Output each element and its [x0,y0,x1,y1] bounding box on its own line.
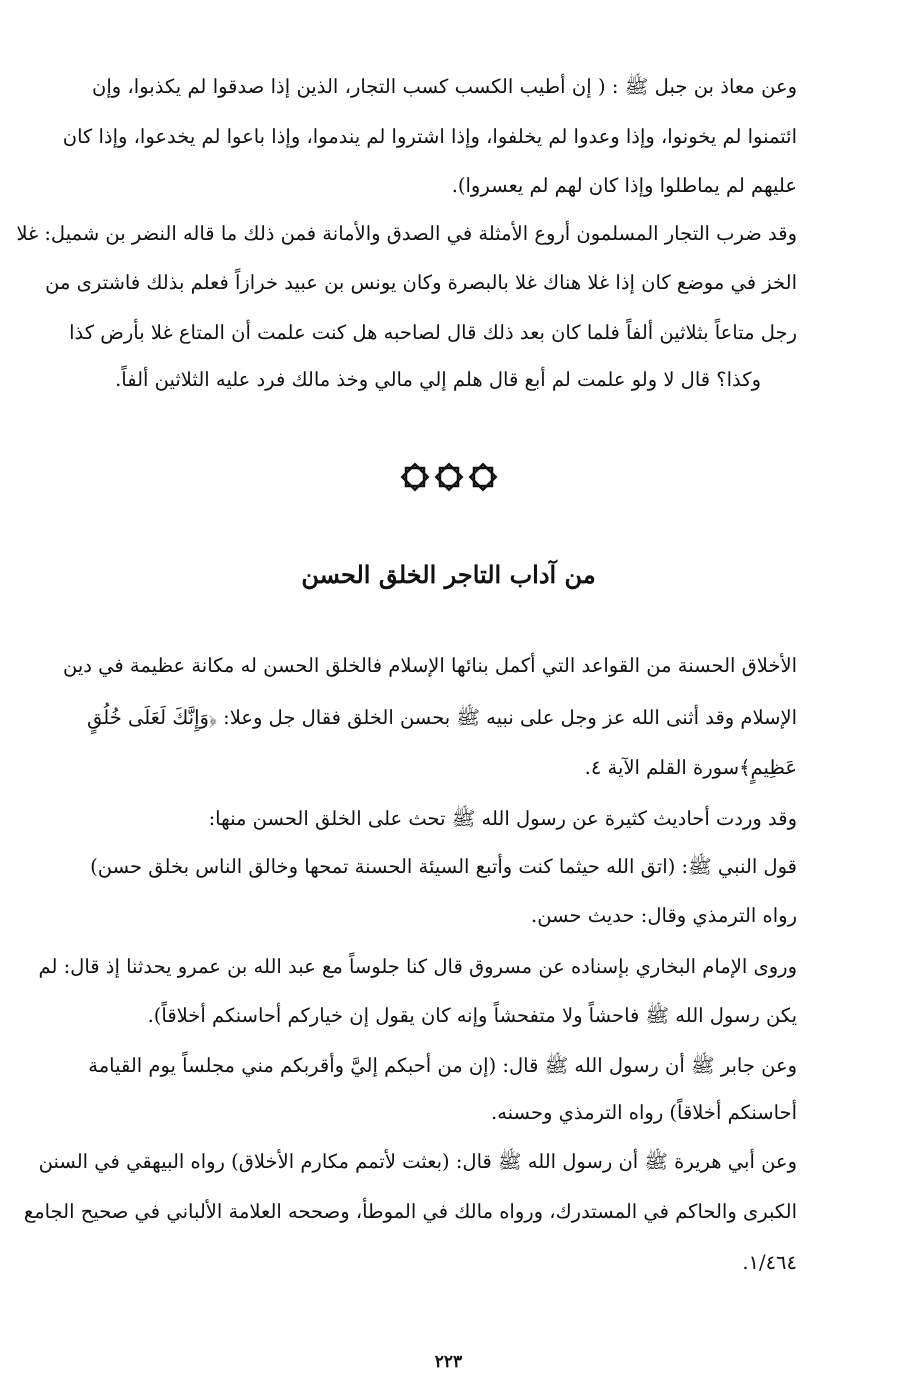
paragraph-3-line-1: الأخلاق الحسنة من القواعد التي أكمل بنائها الإسلام فالخلق الحسن له مكانة عظيمة في دين [62,654,797,677]
paragraph-2-line-3: رجل متاعاً بثلاثين ألفاً فلما كان بعد ذلك قال لصاحبه هل كنت علمت أن المتاع غلا بأرض كذا [69,321,797,344]
paragraph-6-line-1: وروى الإمام البخاري بإسناده عن مسروق قال كنا جلوساً مع عبد الله بن عمرو يحدثنا إذ قال: لم [38,955,797,978]
section-ornament [0,462,897,502]
paragraph-1-line-1: وعن معاذ بن جبل ﷺ : ( إن أطيب الكسب كسب التجار، الذين إذا صدقوا لم يكذبوا، وإن [92,75,797,98]
eight-point-star-icon [468,462,498,492]
section-heading: من آداب التاجر الخلق الحسن [301,560,596,589]
paragraph-7-line-2: أحاسنكم أخلاقاً) رواه الترمذي وحسنه. [491,1101,797,1124]
eight-point-star-icon [400,462,430,492]
paragraph-1-line-3: عليهم لم يماطلوا وإذا كان لهم لم يعسروا). [451,174,797,197]
paragraph-2-line-4: وكذا؟ قال لا ولو علمت لم أبع قال هلم إلي مالي وخذ مالك فرد عليه الثلاثين ألفاً. [115,368,761,391]
paragraph-2-line-1: وقد ضرب التجار المسلمون أروع الأمثلة في الصدق والأمانة فمن ذلك ما قاله النضر بن شميل: غلا [16,222,797,245]
paragraph-1-line-2: ائتمنوا لم يخونوا، وإذا وعدوا لم يخلفوا، وإذا اشتروا لم يندموا، وإذا باعوا لم يخدعوا، وإذا كان [62,125,797,148]
paragraph-4-line-1: وقد وردت أحاديث كثيرة عن رسول الله ﷺ تحث على الخلق الحسن منها: [208,807,797,830]
paragraph-8-line-3: ١/٤٦٤. [742,1251,797,1274]
paragraph-3-line-2: الإسلام وقد أثنى الله عز وجل على نبيه ﷺ بحسن الخلق فقال جل وعلا: ﴿وَإِنَّكَ لَعَلَى خُلُقٍ [86,706,797,729]
page-number: ٢٢٣ [434,1352,463,1372]
paragraph-3-line-3: عَظِيمٍ﴾سورة القلم الآية ٤. [584,756,797,779]
paragraph-5-line-2: رواه الترمذي وقال: حديث حسن. [531,904,797,927]
eight-point-star-icon [434,462,464,492]
paragraph-2-line-2: الخز في موضع كان إذا غلا هناك غلا بالبصرة وكان يونس بن عبيد خرازاً فعلم بذلك فاشترى من [45,271,797,294]
paragraph-7-line-1: وعن جابر ﷺ أن رسول الله ﷺ قال: (إن من أحبكم إليَّ وأقربكم مني مجلساً يوم القيامة [88,1054,797,1077]
paragraph-6-line-2: يكن رسول الله ﷺ فاحشاً ولا متفحشاً وإنه كان يقول إن خياركم أحاسنكم أخلاقاً). [147,1004,797,1027]
paragraph-8-line-2: الكبرى والحاكم في المستدرك، ورواه مالك في الموطأ، وصححه العلامة الألباني في صحيح الجامع [23,1200,797,1223]
paragraph-5-line-1: قول النبي ﷺ: (اتق الله حيثما كنت وأتبع السيئة الحسنة تمحها وخالق الناس بخلق حسن) [90,855,797,878]
paragraph-8-line-1: وعن أبي هريرة ﷺ أن رسول الله ﷺ قال: (بعثت لأتمم مكارم الأخلاق) رواه البيهقي في السنن [38,1150,797,1173]
